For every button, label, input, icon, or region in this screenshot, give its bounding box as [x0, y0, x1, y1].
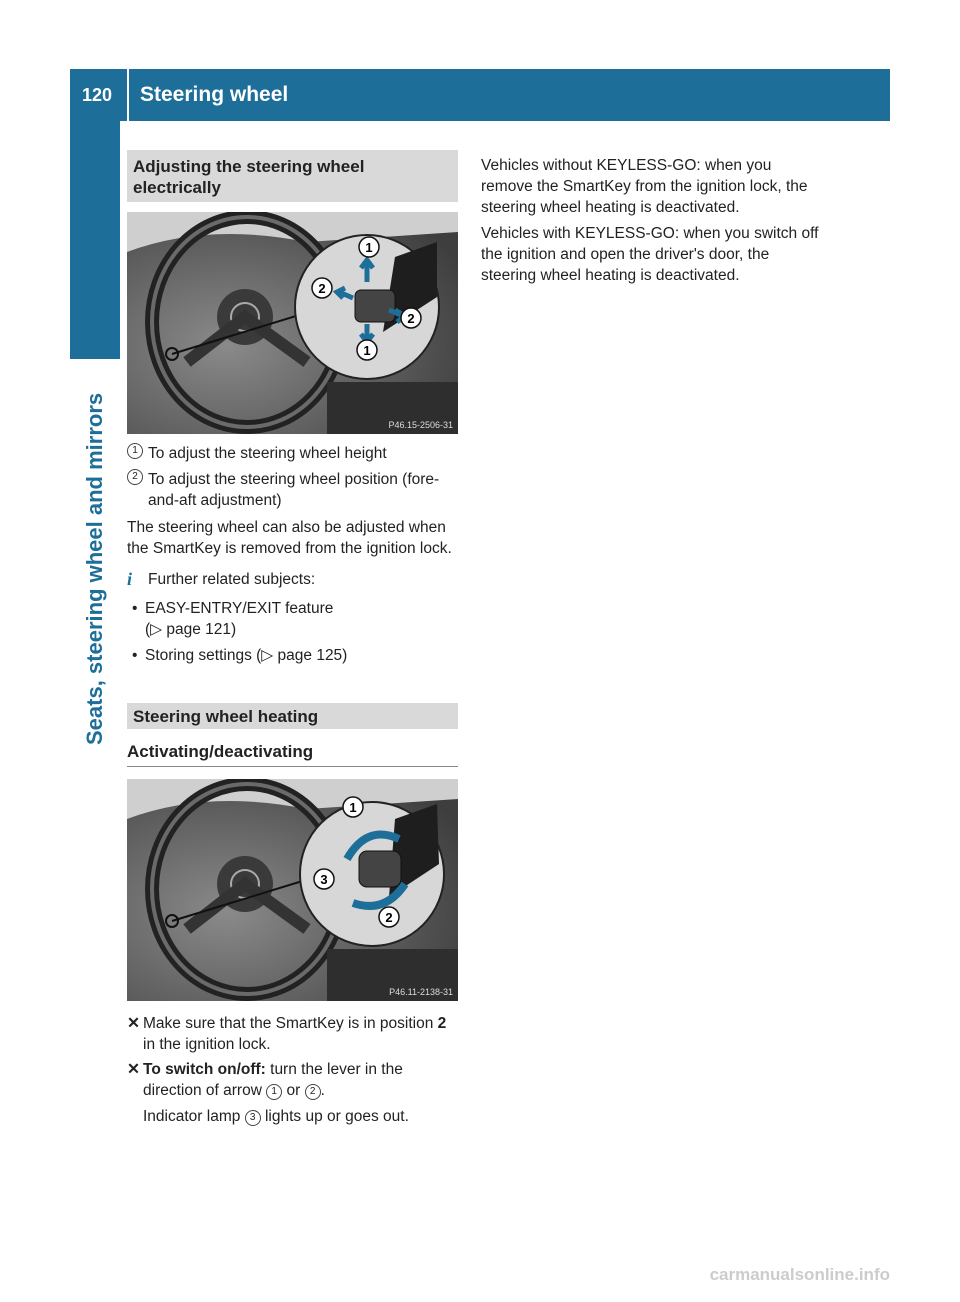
header-divider [127, 69, 129, 121]
step-2-label: To switch on/off: [143, 1061, 266, 1078]
callout-2: 2 [385, 910, 393, 925]
steering-heating-illustration [127, 779, 458, 1001]
side-tab-block [70, 121, 120, 359]
step-2-text: turn the lever in the direction of arrow [143, 1061, 403, 1099]
marker-1: 1 [127, 443, 143, 459]
info-text: Further related subjects: [148, 571, 316, 588]
marker-2: 2 [305, 1084, 321, 1100]
info-icon: i [127, 569, 133, 589]
step-2-end: . [320, 1082, 325, 1099]
legend-text-2: To adjust the steering wheel position (fore-and-aft adjustment) [148, 471, 440, 509]
right-column [481, 155, 826, 286]
section-heading-heating: Steering wheel heating [127, 703, 458, 729]
legend-item-1 [127, 443, 458, 464]
marker-1: 1 [266, 1084, 282, 1100]
side-tab-label: Seats, steering wheel and mirrors [82, 392, 107, 745]
step-1 [127, 1013, 458, 1055]
footer-watermark: carmanualsonline.info [709, 1265, 890, 1284]
callout-2-right: 2 [407, 311, 415, 326]
page-number: 120 [82, 85, 113, 105]
keyless-go-para-2: Vehicles with KEYLESS-GO: when you switch off the ignition and open the driver's door, the steering wheel heating is deactivated. [481, 225, 819, 284]
legend-item-2 [127, 469, 458, 511]
step-2-indicator: Indicator lamp 3 lights up or goes out. [143, 1108, 409, 1125]
step-2-or: or [282, 1082, 305, 1099]
step-1-text-end: in the ignition lock. [143, 1036, 271, 1053]
bullet-item-1: • EASY-ENTRY/EXIT feature (▷ page 121) [127, 598, 458, 640]
section-heading-adjust: Adjusting the steering wheel electrically [127, 150, 458, 202]
marker-3: 3 [245, 1110, 261, 1126]
keyless-go-para-1: Vehicles without KEYLESS-GO: when you remove the SmartKey from the ignition lock, the steering wheel heating is deactivated. [481, 157, 808, 216]
figure-steering-heating [127, 779, 458, 1001]
figure-code: P46.11-2138-31 [389, 987, 453, 997]
bullet-ref-1: (▷ page 121) [145, 621, 237, 638]
step-arrow-icon: ✕ [127, 1015, 140, 1032]
figure-steering-adjust [127, 212, 458, 434]
step-1-position: 2 [437, 1015, 447, 1032]
bullet-text-2: Storing settings (▷ page 125) [145, 647, 348, 664]
callout-3: 3 [320, 872, 328, 887]
callout-1: 1 [349, 800, 357, 815]
callout-1-bottom: 1 [363, 343, 371, 358]
legend-text-1: To adjust the steering wheel height [148, 445, 387, 462]
step-2 [127, 1059, 458, 1127]
steering-adjust-illustration [127, 212, 458, 434]
left-column [127, 150, 458, 1127]
adjust-paragraph: The steering wheel can also be adjusted when the SmartKey is removed from the ignition lock. [127, 519, 452, 557]
page-title: Steering wheel [140, 83, 289, 106]
bullet-text-1: EASY-ENTRY/EXIT feature [145, 600, 334, 617]
marker-2: 2 [127, 469, 143, 485]
step-arrow-icon: ✕ [127, 1061, 140, 1078]
callout-2-left: 2 [318, 281, 326, 296]
bullet-item-2: • Storing settings (▷ page 125) [127, 645, 458, 666]
figure-code: P46.15-2506-31 [388, 420, 453, 430]
callout-1-top: 1 [365, 240, 373, 255]
subheading-activating: Activating/deactivating [127, 741, 458, 767]
info-note [127, 569, 458, 590]
step-1-text: Make sure that the SmartKey is in position [143, 1015, 438, 1032]
